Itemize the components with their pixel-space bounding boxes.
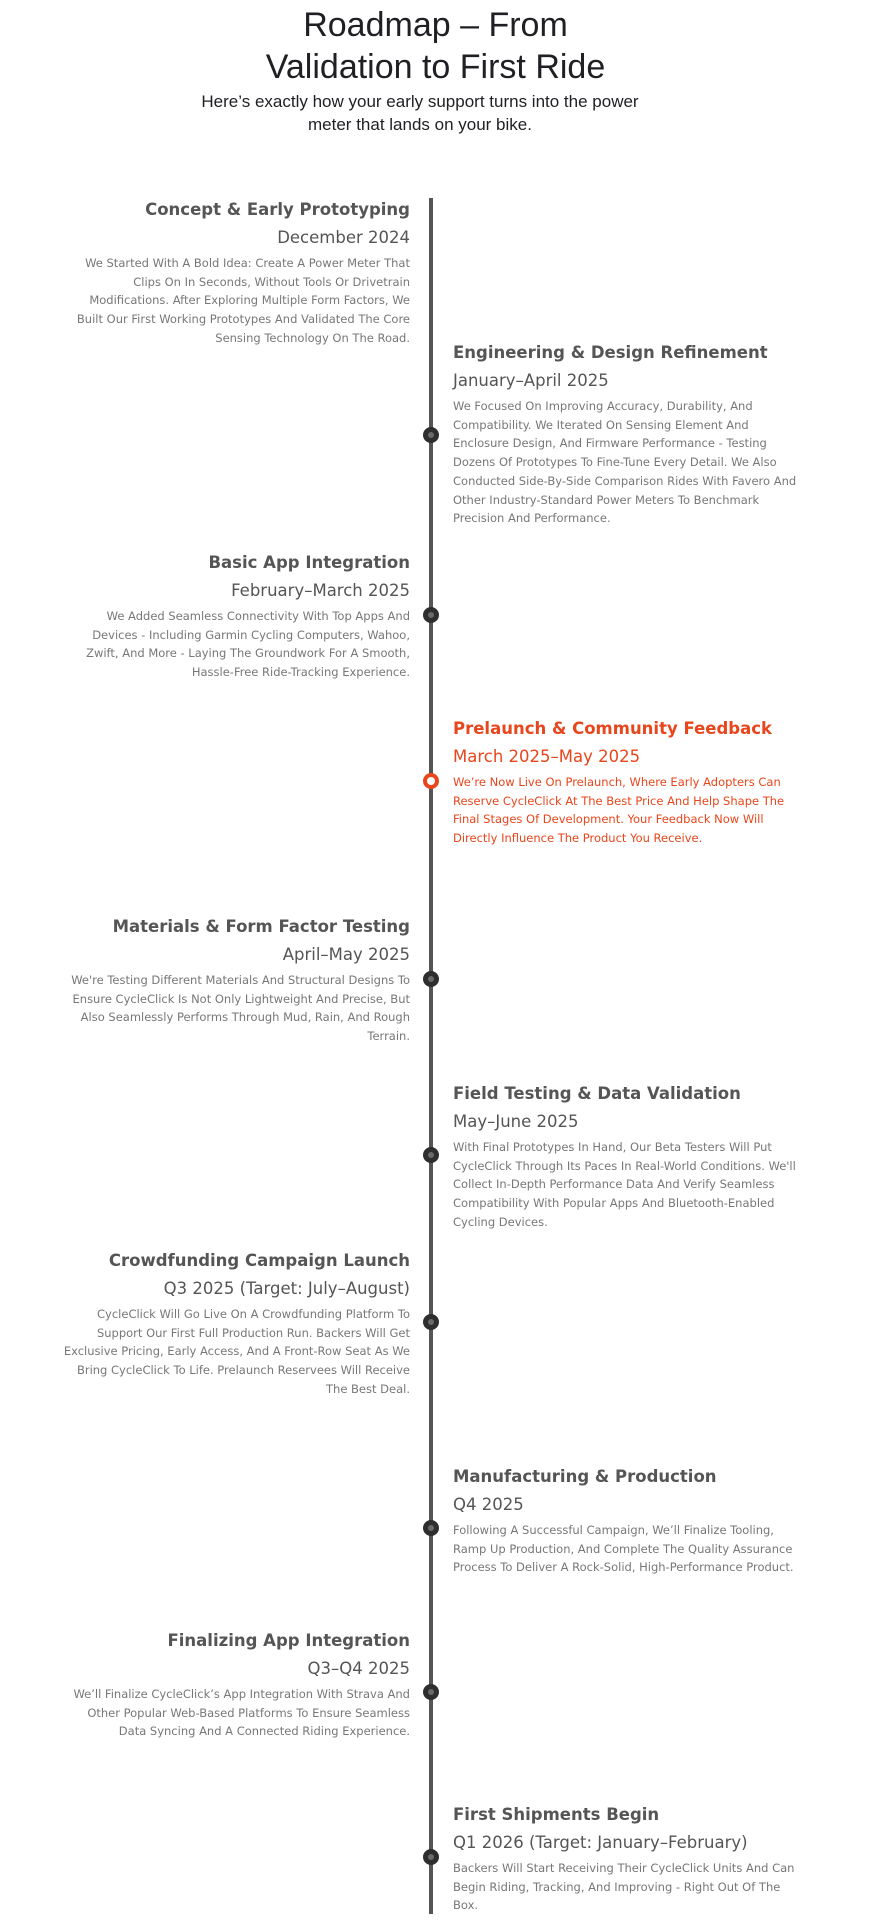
- timeline-dot-icon: [423, 1147, 439, 1163]
- timeline-dot-icon: [423, 607, 439, 623]
- milestone-description: We Started With A Bold Idea: Create A Power Meter That Clips On In Seconds, Without Tools Or Drivetrain Modifications. After Exploring Multiple Form Factors, We Built Our First Working Prototypes And Validated The Core Sensing Technology On The Road.: [76, 256, 410, 345]
- milestone-title: Manufacturing & Production: [453, 1467, 717, 1486]
- milestone-description: We Focused On Improving Accuracy, Durability, And Compatibility. We Iterated On Sensing Element And Enclosure Design, And Firmware Performance - Testing Dozens Of Prototypes To Fine-Tune Every Detail. We Also Conducted Side-By-Side Comparison Rides With Favero And Other Industry-Standard Power Meters To Benchmark Precision And Performance.: [453, 399, 797, 526]
- milestone-date: Q4 2025: [453, 1495, 524, 1514]
- milestone-first-shipments: [453, 1803, 808, 1915]
- milestone-date: March 2025–May 2025: [453, 747, 641, 766]
- milestone-concept-prototyping: [60, 198, 410, 348]
- milestone-description: We’re Now Live On Prelaunch, Where Early Adopters Can Reserve CycleClick At The Best Price And Help Shape The Final Stages Of Development. Your Feedback Now Will Directly Influence The Product You Receive.: [453, 775, 785, 846]
- milestone-title: Crowdfunding Campaign Launch: [108, 1251, 410, 1270]
- milestone-date: Q3–Q4 2025: [307, 1659, 410, 1678]
- milestone-crowdfunding-launch: [60, 1249, 410, 1399]
- milestone-title: Prelaunch & Community Feedback: [453, 719, 772, 738]
- timeline-dot-icon: [423, 427, 439, 443]
- milestone-date: December 2024: [277, 228, 410, 247]
- milestone-description: CycleClick Will Go Live On A Crowdfunding Platform To Support Our First Full Production Run. Backers Will Get Exclusive Pricing, Early Access, And A Front-Row Seat As We Bring CycleClick To Life. Prelaunch Reservees Will Receive The Best Deal.: [63, 1307, 410, 1396]
- milestone-title: Engineering & Design Refinement: [453, 343, 768, 362]
- milestone-description: We’ll Finalize CycleClick’s App Integration With Strava And Other Popular Web-Based Platforms To Ensure Seamless Data Syncing And A Connected Riding Experience.: [73, 1687, 410, 1739]
- milestone-engineering-design: [453, 341, 808, 528]
- timeline-dot-icon: [423, 971, 439, 987]
- timeline-dot-icon: [423, 1520, 439, 1536]
- milestone-date: February–March 2025: [231, 581, 410, 600]
- milestone-title: Concept & Early Prototyping: [145, 200, 410, 219]
- milestone-date: Q3 2025 (Target: July–August): [163, 1279, 410, 1298]
- milestone-description: We Added Seamless Connectivity With Top Apps And Devices - Including Garmin Cycling Computers, Wahoo, Zwift, And More - Laying The Groundwork For A Smooth, Hassle-Free Ride-Tracking Experience.: [86, 609, 410, 680]
- timeline-dot-icon: [423, 1314, 439, 1330]
- page-title: [0, 4, 871, 88]
- page-subtitle: Here’s exactly how your early support turns into the power meter that lands on your bike.: [201, 92, 639, 134]
- timeline-active-dot-icon: [423, 773, 439, 789]
- milestone-title: Materials & Form Factor Testing: [112, 917, 410, 936]
- milestone-description: Following A Successful Campaign, We’ll Finalize Tooling, Ramp Up Production, And Complete The Quality Assurance Process To Deliver A Rock-Solid, High-Performance Product.: [453, 1523, 794, 1575]
- milestone-title: Field Testing & Data Validation: [453, 1084, 741, 1103]
- milestone-date: Q1 2026 (Target: January–February): [453, 1833, 748, 1852]
- milestone-manufacturing: [453, 1465, 808, 1577]
- milestone-basic-app-integration: [60, 551, 410, 682]
- timeline-line: [429, 198, 433, 1914]
- milestone-description: We're Testing Different Materials And Structural Designs To Ensure CycleClick Is Not Only Lightweight And Precise, But Also Seamlessly Performs Through Mud, Rain, And Rough Terrain.: [71, 973, 410, 1044]
- timeline-dot-icon: [423, 1684, 439, 1700]
- milestone-title: Basic App Integration: [208, 553, 410, 572]
- page-title-line2: Validation to First Ride: [265, 48, 606, 86]
- milestone-date: January–April 2025: [453, 371, 609, 390]
- milestone-title: Finalizing App Integration: [167, 1631, 410, 1650]
- milestone-title: First Shipments Begin: [453, 1805, 660, 1824]
- milestone-materials-testing: [60, 915, 410, 1046]
- milestone-description: With Final Prototypes In Hand, Our Beta Testers Will Put CycleClick Through Its Paces In Real-World Conditions. We'll Collect In-Depth Performance Data And Verify Seamless Compatibility With Popular Apps And Bluetooth-Enabled Cycling Devices.: [453, 1140, 796, 1229]
- timeline-dot-icon: [423, 1849, 439, 1865]
- milestone-date: May–June 2025: [453, 1112, 579, 1131]
- milestone-date: April–May 2025: [282, 945, 410, 964]
- milestone-prelaunch-feedback: [453, 717, 808, 848]
- milestone-field-testing: [453, 1082, 808, 1232]
- page-title-line1: Roadmap – From: [303, 6, 568, 44]
- milestone-finalizing-app: [60, 1629, 410, 1741]
- milestone-description: Backers Will Start Receiving Their CycleClick Units And Can Begin Riding, Tracking, And Improving - Right Out Of The Box.: [453, 1861, 795, 1913]
